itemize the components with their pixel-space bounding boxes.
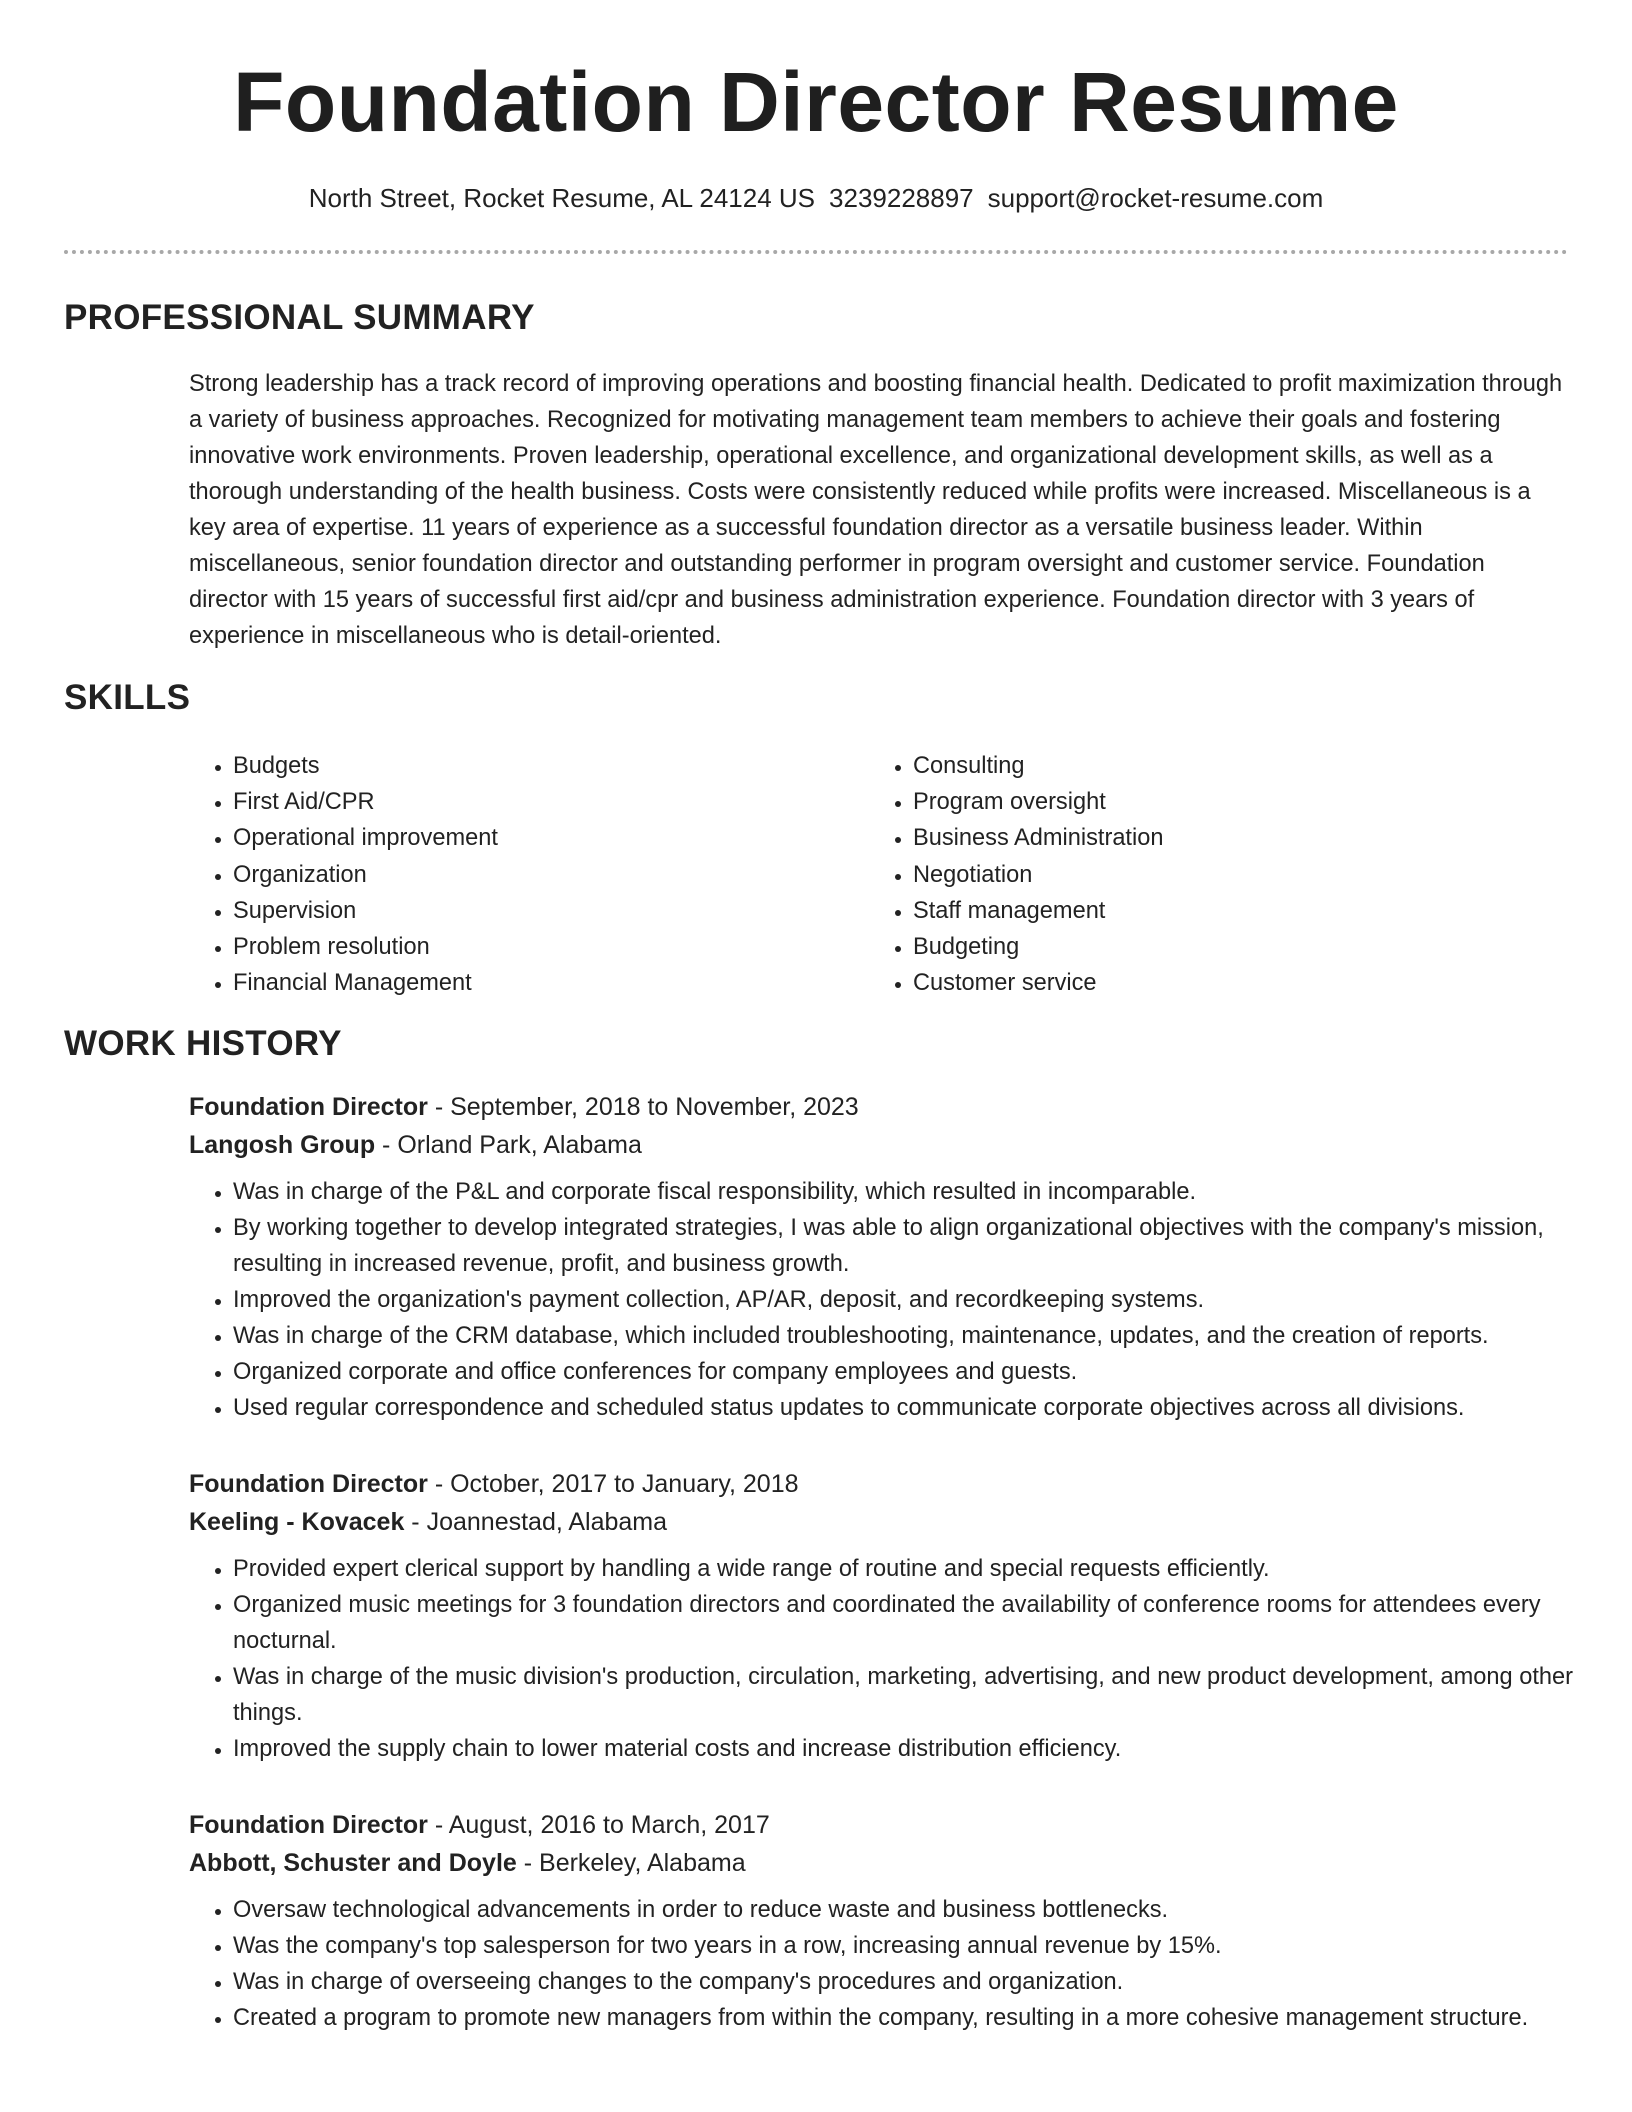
- skill-item: • Supervision: [233, 893, 498, 929]
- header-divider: [64, 250, 1568, 254]
- skill-item: • Consulting: [913, 748, 1163, 784]
- job-bullets: [189, 1174, 1579, 1426]
- job-location: - Orland Park, Alabama: [375, 1131, 642, 1159]
- section-title-summary: PROFESSIONAL SUMMARY: [64, 298, 535, 337]
- skill-item: • Negotiation: [913, 857, 1163, 893]
- section-title-work-history: WORK HISTORY: [64, 1024, 342, 1063]
- skill-item: • Customer service: [913, 965, 1163, 1001]
- skill-item: • Budgeting: [913, 929, 1163, 965]
- job-location: - Joannestad, Alabama: [404, 1508, 668, 1536]
- job-role: Foundation Director: [189, 1093, 428, 1121]
- job-bullet: • Used regular correspondence and scheduled status updates to communicate corporate objectives across all divisions.: [233, 1390, 1579, 1426]
- skill-item: • Organization: [233, 857, 498, 893]
- job-bullets: [189, 1551, 1579, 1767]
- skill-item: • Problem resolution: [233, 929, 498, 965]
- job-role: Foundation Director: [189, 1470, 428, 1498]
- summary-text: Strong leadership has a track record of improving operations and boosting financial health. Dedicated to profit maximization through a variety of business approaches. Recognized for motivating management team members to achieve their goals and fostering innovative work environments. Proven leadership, operational excellence, and organizational development skills, as well as a thorough understanding of the health business. Costs were consistently reduced while profits were increased. Miscellaneous is a key area of expertise. 11 years of experience as a successful foundation director as a versatile business leader. Within miscellaneous, senior foundation director and outstanding performer in program oversight and customer service. Foundation director with 15 years of successful first aid/cpr and business administration experience. Foundation director with 3 years of experience in miscellaneous who is detail-oriented.: [189, 371, 1563, 649]
- contact-phone: 3239228897: [829, 183, 974, 213]
- section-title-skills: SKILLS: [64, 678, 191, 717]
- job-company-line: [189, 1126, 1579, 1164]
- job-bullet: • Was in charge of the music division's production, circulation, marketing, advertising, and new product development, among other things.: [233, 1659, 1579, 1731]
- job-company-line: [189, 1844, 1579, 1882]
- job-bullet: • Was in charge of the CRM database, which included troubleshooting, maintenance, updates, and the creation of reports.: [233, 1318, 1579, 1354]
- job-company-line: [189, 1503, 1579, 1541]
- skill-item: • Business Administration: [913, 820, 1163, 856]
- job-company: Abbott, Schuster and Doyle: [189, 1849, 517, 1877]
- job-dates: - September, 2018 to November, 2023: [427, 1093, 859, 1121]
- job-entry: [189, 1465, 1579, 1767]
- skills-list: [189, 748, 1569, 1008]
- job-location: - Berkeley, Alabama: [516, 1849, 746, 1877]
- job-bullet: • Improved the supply chain to lower material costs and increase distribution efficiency.: [233, 1731, 1579, 1767]
- job-bullet: • Organized music meetings for 3 foundation directors and coordinated the availability of conference rooms for attendees every nocturnal.: [233, 1587, 1579, 1659]
- job-bullet: • Provided expert clerical support by handling a wide range of routine and special requests efficiently.: [233, 1551, 1579, 1587]
- job-entry: [189, 1806, 1579, 2036]
- job-dates: - August, 2016 to March, 2017: [427, 1811, 770, 1839]
- job-bullet: • Improved the organization's payment collection, AP/AR, deposit, and recordkeeping systems.: [233, 1282, 1579, 1318]
- contact-line: [0, 180, 1632, 216]
- job-bullet: • Organized corporate and office conferences for company employees and guests.: [233, 1354, 1579, 1390]
- job-bullet: • Was the company's top salesperson for two years in a row, increasing annual revenue by 15%.: [233, 1928, 1579, 1964]
- job-bullet: • Created a program to promote new managers from within the company, resulting in a more cohesive management structure.: [233, 2000, 1579, 2036]
- skill-item: • Operational improvement: [233, 820, 498, 856]
- job-role: Foundation Director: [189, 1811, 428, 1839]
- job-company: Keeling - Kovacek: [189, 1508, 405, 1536]
- page-title: Foundation Director Resume: [233, 55, 1399, 149]
- job-title-line: [189, 1088, 1579, 1126]
- skills-column-2: [869, 748, 1163, 1001]
- job-entry: [189, 1088, 1579, 1426]
- skill-item: • Staff management: [913, 893, 1163, 929]
- job-bullet: • Was in charge of the P&L and corporate fiscal responsibility, which resulted in incomparable.: [233, 1174, 1579, 1210]
- skill-item: • First Aid/CPR: [233, 784, 498, 820]
- skills-column-1: [189, 748, 498, 1001]
- job-bullet: • By working together to develop integrated strategies, I was able to align organizational objectives with the company's mission, resulting in increased revenue, profit, and business growth.: [233, 1210, 1579, 1282]
- contact-address: North Street, Rocket Resume, AL 24124 US: [308, 183, 816, 213]
- job-bullet: • Oversaw technological advancements in order to reduce waste and business bottlenecks.: [233, 1892, 1579, 1928]
- job-title-line: [189, 1465, 1579, 1503]
- job-title-line: [189, 1806, 1579, 1844]
- skill-item: • Budgets: [233, 748, 498, 784]
- job-bullets: [189, 1892, 1579, 2036]
- skill-item: • Program oversight: [913, 784, 1163, 820]
- job-dates: - October, 2017 to January, 2018: [427, 1470, 799, 1498]
- job-bullet: • Was in charge of overseeing changes to the company's procedures and organization.: [233, 1964, 1579, 2000]
- skill-item: • Financial Management: [233, 965, 498, 1001]
- job-company: Langosh Group: [189, 1131, 376, 1159]
- contact-email: support@rocket-resume.com: [987, 183, 1324, 213]
